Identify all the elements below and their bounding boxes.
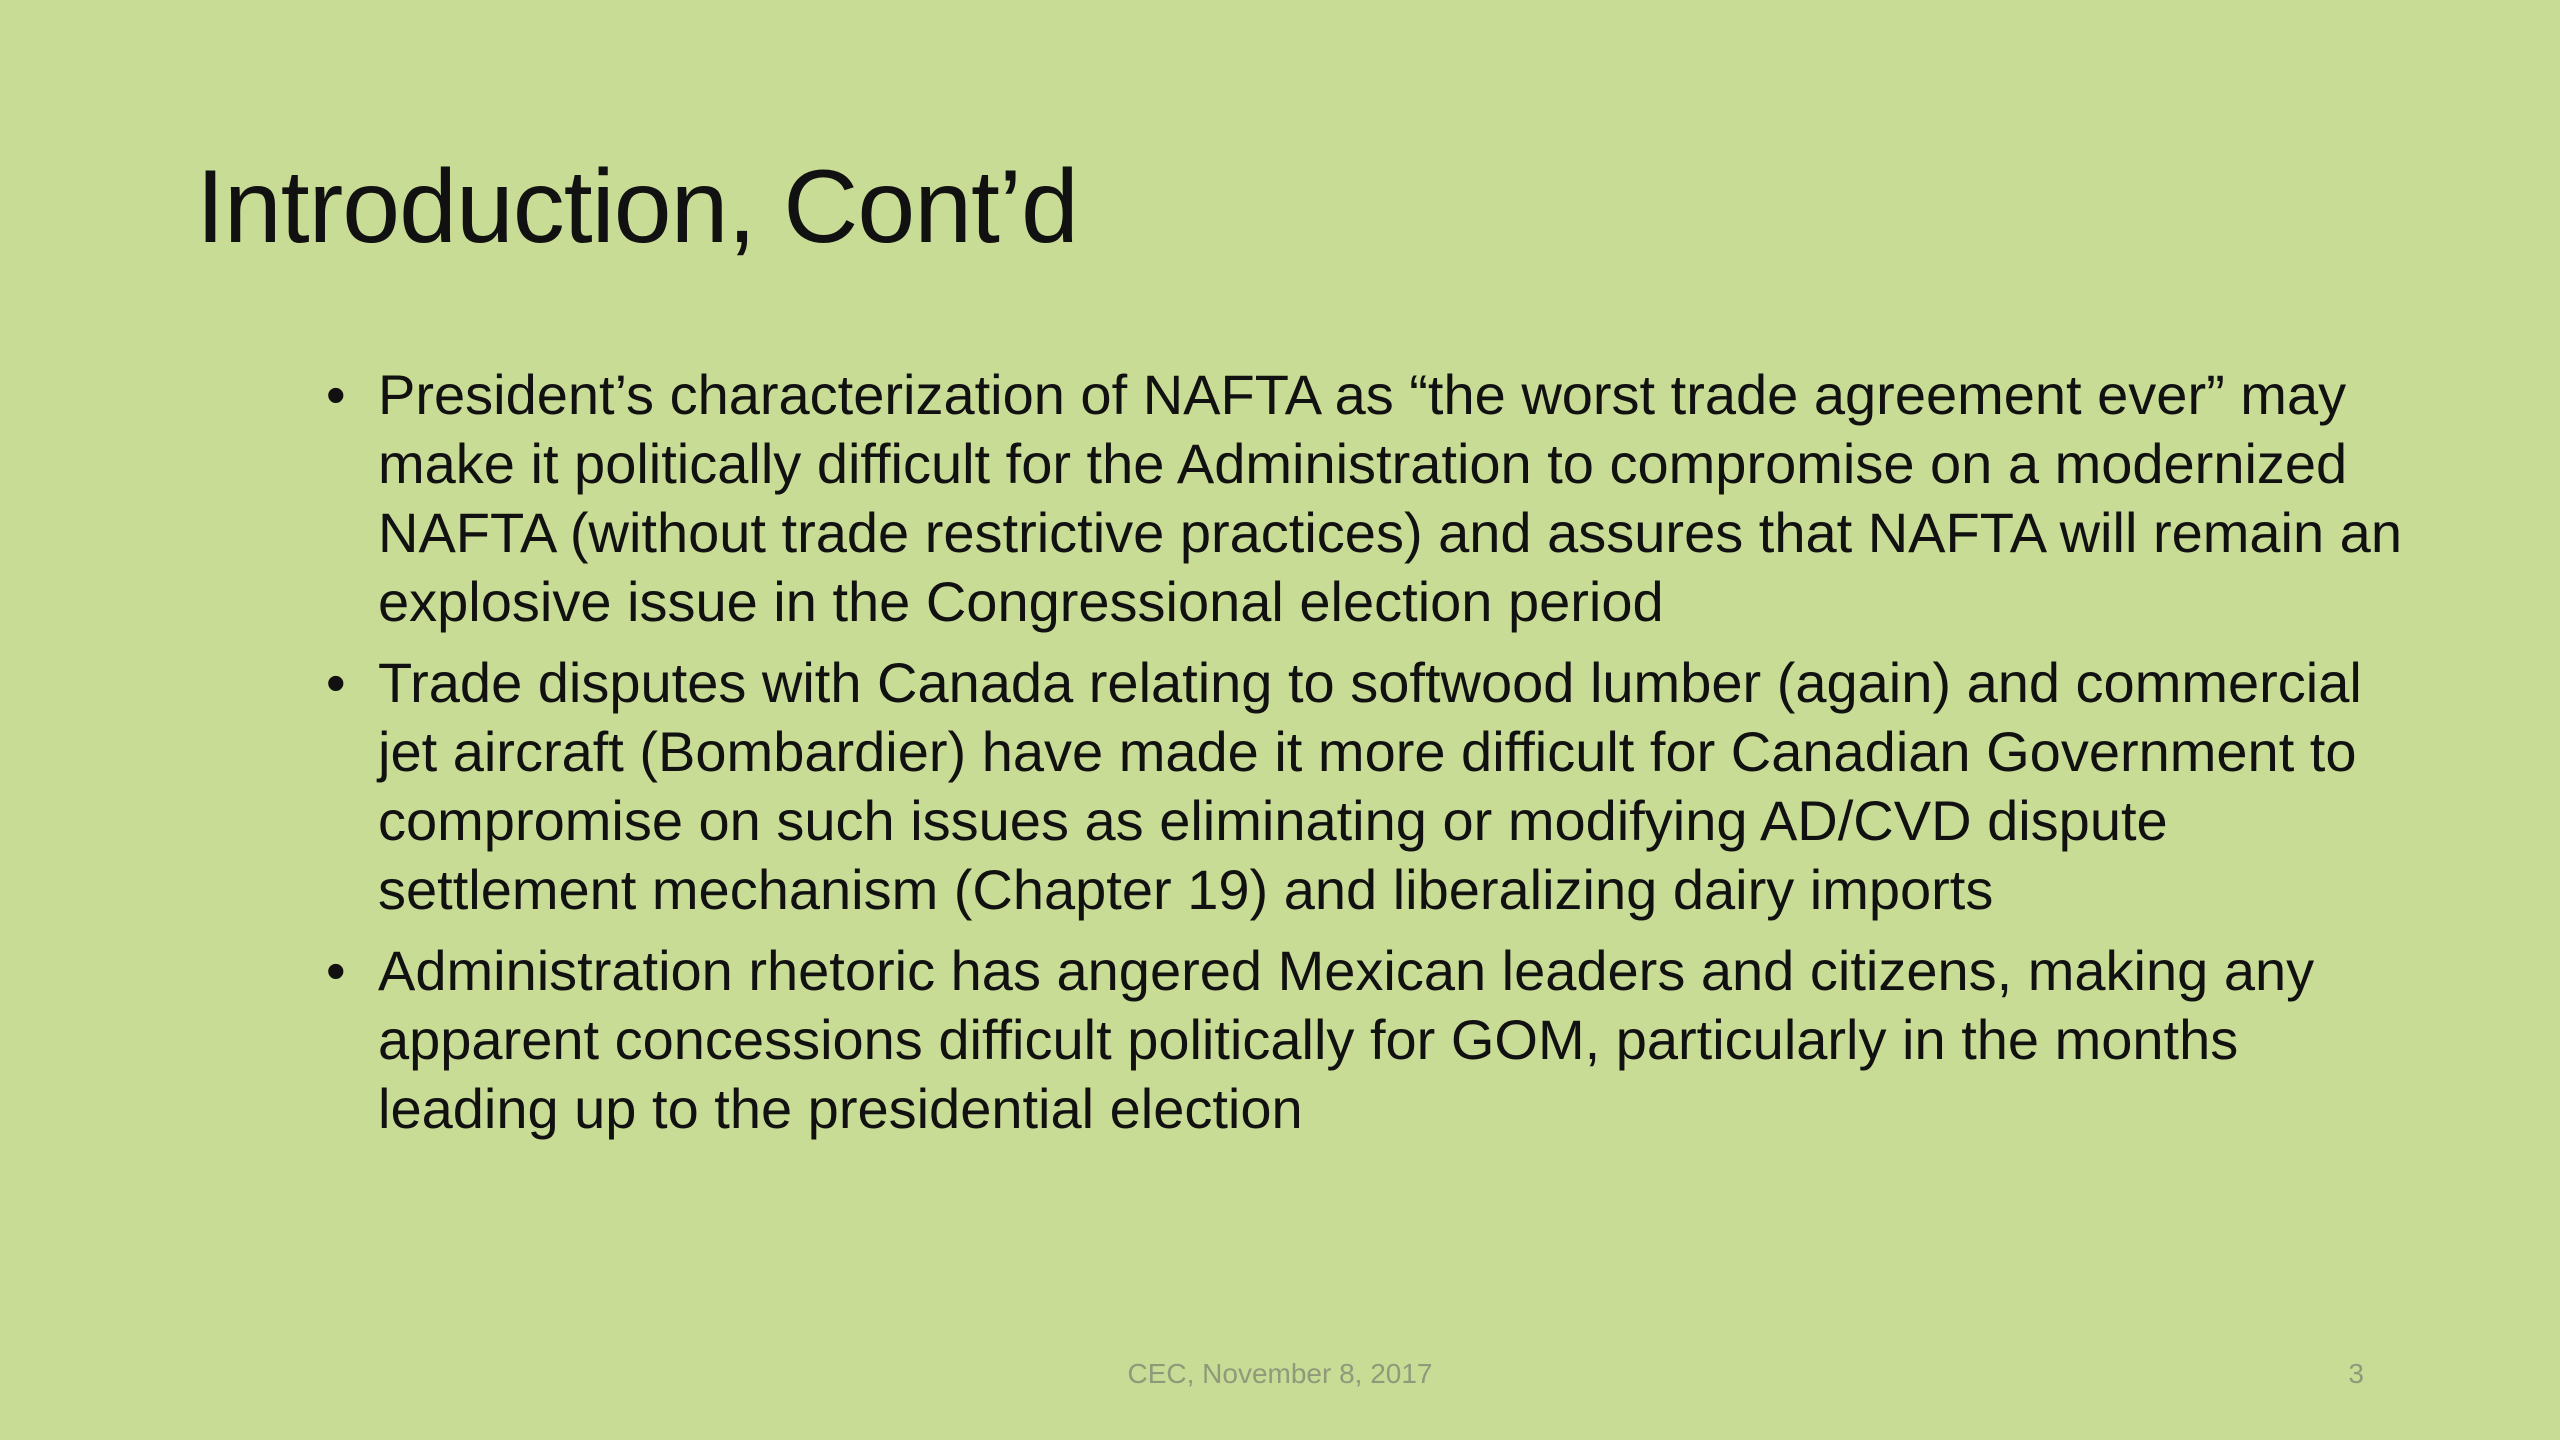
bullet-item <box>326 360 2426 636</box>
bullet-point-icon: • <box>326 651 346 714</box>
slide-number: 3 <box>2348 1358 2364 1389</box>
slide-footer: CEC, November 8, 2017 <box>1127 1358 1433 1389</box>
bullet-list <box>326 360 2426 1155</box>
slide-title: Introduction, Cont’d <box>196 149 1078 265</box>
bullet-point-icon: • <box>326 939 346 1002</box>
bullet-text: Administration rhetoric has angered Mexican leaders and citizens, making any apparent concessions difficult politically for GOM, particularly in the months leading up to the presidential election <box>378 939 2315 1140</box>
bullet-item <box>326 936 2426 1143</box>
bullet-point-icon: • <box>326 363 346 426</box>
bullet-text: President’s characterization of NAFTA as “the worst trade agreement ever” may make it politically difficult for the Administration to compromise on a modernized NAFTA (without trade restrictive practices) and assures that NAFTA will remain an explosive issue in the Congressional election period <box>378 363 2402 633</box>
bullet-item <box>326 648 2426 924</box>
bullet-text: Trade disputes with Canada relating to softwood lumber (again) and commercial jet aircraft (Bombardier) have made it more difficult for Canadian Government to compromise on such issues as eliminating or modifying AD/CVD dispute settlement mechanism (Chapter 19) and liberalizing dairy imports <box>378 651 2362 921</box>
